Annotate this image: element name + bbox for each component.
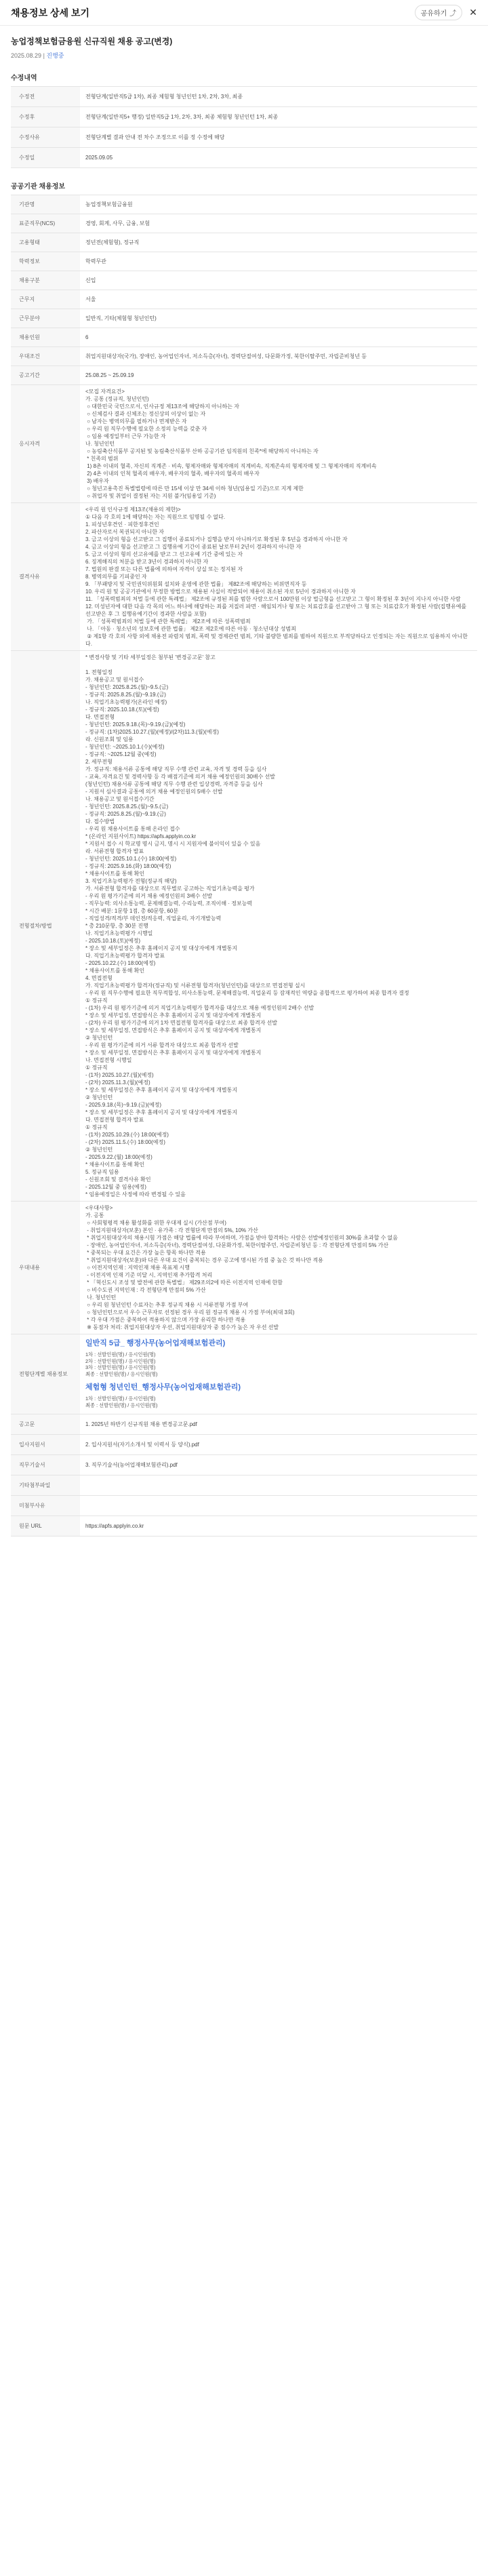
row-value: <우리 원 인사규정 제13조(채용의 제한)> ① 다음 각 호의 1에 해당하는 자는 직원으로 임명될 수 없다. 1. 피성년후견인 · 피한정후견인 2. 파산자로서 복권되지 아니한 자 3. 금고 이상의 형을 선고받고 그 집행이 종료되거나 집행을 받지 아니하기로 확정된 후 5년을 경과하지 아니한 자 4. 금고 이상의 형을 선고받고 그 집행유예 기간이 종료된 날로부터 2년이 경과하지 아니한 자 5. 금고 이상의 형의 선고유예를 받고 그 선고유예 기간 중에 있는 자 6. 징계해직의 처분을 받고 3년이 경과하지 아니한 자 7. 법원의 판결 또는 다른 법률에 의하여 자격이 상실 또는 정지된 자 8. 병역의무를 기피중인 자 9. 「부패방지 및 국민권익위원회 설치와 운영에 관한 법률」 제82조에 해당하는 비위면직자 등 10. 우리 원 및 공공기관에서 부정한 방법으로 채용된 사실이 적발되어 채용이 취소된 자로 5년이 경과하지 아니한 자 11. 「성폭력범죄의 처벌 등에 관한 특례법」 제2조에 규정된 죄를 범한 사람으로서 100만원 이상 벌금형을 선고받고 그 형이 확정된 후 3년이 지나지 아니한 사람 12. 미성년자에 대한 다음 각 목의 어느 하나에 해당하는 죄를 저질러 파면 · 해임되거나 형 또는 치료감호를 선고받아 그 형 또는 치료감호가 확정된 사람(집행유예를 선고받은 후 그 집행유예기간이 경과한 사람을 포함) 가. 「성폭력범죄의 처벌 등에 관한 특례법」 제2조에 따른 성폭력범죄 나. 「아동 · 청소년의 성보호에 관한 법률」 제2조 제2호에 따른 아동 · 청소년대상 성범죄 ② 제1항 각 호의 사항 외에 채용전 파렴치 범죄, 폭력 및 경제관련 범죄, 기타 불량한 범죄를 범하여 직원으로 부적당하다고 인정되는 자는 직원으로 임용하지 아니한다. [80,503,477,651]
post-date: 2025.08.29 [11,52,42,59]
row-label: 수정후 [11,107,80,127]
row-label: 우대내용 [11,1202,80,1334]
row-value [80,1475,477,1496]
row-value: 6 [80,328,477,347]
row-value: 전형단계(일반직5급 1차), 최종 체험형 청년인턴 1차, 2차, 3차, 최종 [80,87,477,107]
row-value: <모집 자격요건> 가. 공통 (정규직, 청년인턴) ○ 대한민국 국민으로서, 인사규정 제13조에 해당하지 아니하는 자 ○ 신체검사 결과 신체조는 정신상의 이상이 없는 자 ○ 남자는 병역의무를 필하거나 면제받은 자 ○ 우리 원 직무수행에 필요한 소정의 능력을 갖춘 자 ○ 임용 예정일부터 근무 가능한 자 나. 청년인턴 ○ 농림축산식품부 공지된 및 농림축산식품부 산하 공공기관 임직원의 친족*에 해당하지 아니하는 자 * 친족의 범위 1) 8촌 이내의 혈족, 자신의 직계존 · 비속, 형제자매와 형제자매의 직계비속, 직계존속의 형제자매 및 그 형제자매의 직계비속 2) 4촌 이내의 인척 혈족의 배우자, 배우자의 혈족, 배우자의 혈족의 배우자 3) 배우자 ○ 청년고용촉진 특별법령에 따른 만 15세 이상 만 34세 이하 청년(임용일 기준)으로 지계 제한 ○ 취업자 및 취업이 결정된 자는 지원 불가(임용일 기준) [80,385,477,503]
file-link[interactable]: 2. 입사지원서(자기소개서 및 이력서 등 양식).pdf [80,1435,477,1455]
status-badge: 진행중 [46,52,64,59]
row-label: 전형단계별 채용정보 [11,1334,80,1414]
position-link[interactable]: 체험형 청년인턴_행정사무(농어업재해보험관리) [85,1383,241,1391]
table-row [11,252,477,271]
row-label: 근무지 [11,290,80,309]
revision-section-title: 수정내역 [11,75,37,82]
share-label: 공유하기 [420,10,447,18]
revision-table [11,86,477,168]
row-value: 전형단계별 결과 안내 전 차수 조정으로 이를 정 수정에 해당 [80,127,477,148]
row-value: 전형단계(일반직5+ 행정) 일반직5급 1차, 2차, 3차, 최종 체험형 청년인턴 1차, 최종 [80,107,477,127]
row-label: 수정일 [11,148,80,168]
position-stages: 1차 : 선발인원(명) / 응시인원(명) 최종 : 선발인원(명) / 응시인원(명) [85,1395,158,1408]
row-label: 근무분야 [11,309,80,328]
row-value: 신입 [80,271,477,290]
row-label: 표준직무(NCS) [11,214,80,233]
job-info-table [11,195,477,1537]
row-label: 수정전 [11,87,80,107]
row-value [80,1334,477,1414]
row-label: 전형절차/방법 [11,651,80,1202]
row-label: 응시자격 [11,385,80,503]
table-row [11,148,477,168]
row-value: <우대사항> 가. 공통 ○ 사회형평적 채용 활성화를 위한 우대제 실시 (가산점 부여) - 취업지원대상자(보훈) 본인 · 유가족 : 각 전형단계 만점의 5%, 10% 가산 * 취업지원대상자의 채용시험 가점은 해당 법률에 따라 부여하며, 가점을 받아 합격하는 사람은 선발예정인원의 30%를 초과할 수 없음 - 장애인, 농어업인자녀, 저소득층(자녀), 경력단절여성, 다문화가정, 북한이탈주민, 자립준비청년 등 : 각 전형단계 만점의 5% 가산 * 중복되는 우대 요건은 가장 높은 항목 하나만 적용 * 취업지원대상자(보훈)와 다른 우대 요건이 중복되는 경우 공고에 명시된 가점 중 높은 것 하나만 적용 ○ 이전지역인재 : 지역인재 채용 목표제 시행 - 이전지역 인재 기준 미달 시, 지역인재 추가합격 처리 * 「혁신도시 조성 및 발전에 관한 특별법」 제29조의2에 따른 이전지역 인재에 한함 ○ 비수도권 지역인재 : 각 전형단계 만점의 5% 가산 나. 청년인턴 ○ 우리 원 청년인턴 수료자는 추후 정규직 채용 시 서류전형 가점 부여 ○ 청년인턴으로서 우수 근무자로 선정된 경우 우리 원 정규직 채용 시 가점 부여(최대 3회) * 각 우대 가점은 중복하여 적용하지 않으며 가장 유리한 하나만 적용 ※ 동점자 처리: 취업지원대상자 우선, 취업지원대상자 중 점수가 높은 자 우선 선발 [80,1202,477,1334]
main-section-title: 공공기관 채용정보 [11,183,66,191]
share-button[interactable] [415,5,463,20]
table-row [11,107,477,127]
row-value: 25.08.25 ~ 25.09.19 [80,366,477,385]
table-row [11,1455,477,1475]
row-value: 취업지원대상자(국가), 장애인, 농어업인자녀, 저소득층(자녀), 경력단절여성, 다문화가정, 북한이탈주민, 자립준비청년 등 [80,347,477,366]
file-link[interactable]: 1. 2025년 하반기 신규직원 채용 변경공고문.pdf [80,1414,477,1435]
row-label: 수정사유 [11,127,80,148]
row-label: 기관명 [11,195,80,214]
table-row [11,87,477,107]
table-row [11,651,477,1202]
table-row [11,195,477,214]
position-stages: 1차 : 선발인원(명) / 응시인원(명) 2차 : 선발인원(명) / 응시인원(명) 3차 : 선발인원(명) / 응시인원(명) 최종 : 선발인원(명) / 응시인원(명) [85,1351,158,1377]
post-title: 농업정책보험금융원 신규직원 채용 공고(변경) [11,37,173,46]
table-row [11,1435,477,1455]
source-url-link[interactable]: https://apfs.applyin.co.kr [80,1516,477,1537]
table-row [11,1496,477,1516]
table-row [11,347,477,366]
row-label: 미첨부사유 [11,1496,80,1516]
row-value: * 변경사항 및 기타 세부일정은 첨부된 '변경공고문' 참고 1. 전형일정 가. 채용공고 및 원서접수 - 청년인턴: 2025.8.25.(월)~9.5.(금) - 정규직: 2025.8.25.(월)~9.19.(금) 나. 직업기초능력평가(온라인 예정) - 정규직: 2025.10.18.(토)(예정) 다. 면접전형 - 청년인턴: 2025.9.18.(목)~9.19.(금)(예정) - 정규직: (1차)2025.10.27.(월)(예정)/(2차)11.3.(월)(예정) 라. 신원조회 및 임용 - 청년인턴: ~2025.10.1.(수)(예정) - 정규직: ~2025.12월 중(예정) 2. 세부전형 가. 정규직: 채용서류 공통에 해당 직무 수행 관련 교육, 자격 및 경력 등을 심사 - 교육, 자격요건 및 경력사항 등 각 배점기준에 의거 채용 예정인원의 30배수 선발 (청년인턴) 채용서류 공통에 해당 직무 수행 관련 입상경력, 자격증 등을 심사 - 지원서 심사결과 공통에 의거 채용 예정인원의 5배수 선발 나. 채용공고 및 원서접수기간 - 청년인턴: 2025.8.25.(월)~9.5.(금) - 정규직: 2025.8.25.(월)~9.19.(금) 다. 접수방법 - 우리 원 채용사이트를 통해 온라인 접수 * (온라인 지원사이트) https://apfs.applyin.co.kr * 지원서 접수 시 학교명 명시 금지, 명시 시 지원자에 불이익이 있을 수 있음 라. 서류전형 합격자 발표 - 청년인턴: 2025.10.1.(수) 18:00(예정) - 정규직: 2025.9.16.(화) 18:00(예정) * 채용사이트를 통해 확인 3. 직업기초능력평가 전형(정규직 해당) 가. 서류전형 합격자를 대상으로 직무별로 공고하는 직업기초능력을 평가 - 우리 원 평가기준에 의거 채용 예정인원의 3배수 선발 - 직무능력: 의사소통능력, 문제해결능력, 수리능력, 조직이해 · 정보능력 * 시간 배분: 1문항 1점, 총 60문항, 60분 - 직업성격/적격/부 데인전/적응력, 직업윤리, 자기개발능력 * 총 210문항, 총 30분 진행 나. 직업기초능력평가 시행일 - 2025.10.18.(토)(예정) * 장소 및 세부일정은 추후 홈페이지 공지 및 대상자에게 개별통지 다. 직업기초능력평가 합격자 발표 - 2025.10.22.(수) 18:00(예정) * 채용사이트를 통해 확인 4. 면접전형 가. 직업기초능력평가 합격자(정규직) 및 서류전형 합격자(청년인턴)를 대상으로 면접전형 실시 - 우리 원 직무수행에 필요한 직무적합성, 의사소통능력, 문제해결능력, 직업윤리 등 잠재적인 역량을 종합적으로 평가하여 최종 합격자 결정 ① 정규직 - (1차) 우리 원 평가기준에 의거 직업기초능력평가 합격자를 대상으로 채용 예정인원의 2배수 선발 * 장소 및 세부일정, 면접방식은 추후 홈페이지 공지 및 대상자에게 개별통지 - (2차) 우리 원 평가기준에 의거 1차 면접전형 합격자를 대상으로 최종 합격자 선발 * 장소 및 세부일정, 면접방식은 추후 홈페이지 공지 및 대상자에게 개별통지 ② 청년인턴 - 우리 원 평가기준에 의거 서류 합격자 대상으로 최종 합격자 선발 * 장소 및 세부일정, 면접방식은 추후 홈페이지 공지 및 대상자에게 개별통지 나. 면접전형 시행일 ① 정규직 - (1차) 2025.10.27.(월)(예정) - (2차) 2025.11.3.(월)(예정) * 장소 및 세부일정은 추후 홈페이지 공지 및 대상자에게 개별통지 ② 청년인턴 - 2025.9.18.(목)~9.19.(금)(예정) * 장소 및 세부일정은 추후 홈페이지 공지 및 대상자에게 개별통지 다. 면접전형 합격자 발표 ① 정규직 - (1차) 2025.10.29.(수) 18:00(예정) - (2차) 2025.11.5.(수) 18:00(예정) ② 청년인턴 - 2025.9.22.(월) 18:00(예정) * 채용사이트를 통해 확인 5. 정규직 임용 - 신원조회 및 결격사유 확인 - 2025.12월 중 임용(예정) * 임용예정일은 사정에 따라 변경될 수 있음 [80,651,477,1202]
table-row [11,309,477,328]
table-row [11,1475,477,1496]
table-row [11,271,477,290]
row-label: 직무기술서 [11,1455,80,1475]
row-value: 서울 [80,290,477,309]
top-bar [0,0,488,26]
row-label: 공고문 [11,1414,80,1435]
table-row [11,1202,477,1334]
close-icon[interactable]: ✕ [469,7,477,18]
position-link[interactable]: 일반직 5급_ 행정사무(농어업재해보험관리) [85,1339,226,1347]
row-label: 공고기간 [11,366,80,385]
header-actions [415,5,477,20]
row-value: 경영, 회계, 사무, 금융, 보험 [80,214,477,233]
row-label: 채용인원 [11,328,80,347]
post-meta: 2025.08.29 | 진행중 [11,52,64,59]
row-label: 고용형태 [11,233,80,252]
row-value [80,1496,477,1516]
file-link[interactable]: 3. 직무기술서(농어업재해보험관리).pdf [80,1455,477,1475]
row-value: 학력무관 [80,252,477,271]
table-row [11,127,477,148]
row-value: 농업정책보험금융원 [80,195,477,214]
table-row [11,366,477,385]
row-value: 일반직, 기타(체험형 청년인턴) [80,309,477,328]
row-label: 입사지원서 [11,1435,80,1455]
page-title: 채용정보 상세 보기 [11,7,89,18]
table-row [11,214,477,233]
row-label: 결격사유 [11,503,80,651]
row-value: 2025.09.05 [80,148,477,168]
row-label: 채용구분 [11,271,80,290]
table-row [11,385,477,503]
table-row [11,1414,477,1435]
row-label: 기타첨부파일 [11,1475,80,1496]
row-label: 우대조건 [11,347,80,366]
post-header [0,26,488,60]
table-row [11,328,477,347]
table-row [11,233,477,252]
table-row [11,503,477,651]
share-icon: ⤴ [449,10,457,18]
row-label: 학력정보 [11,252,80,271]
table-row [11,1334,477,1414]
table-row [11,290,477,309]
row-value: 정년전(체험형), 정규직 [80,233,477,252]
row-label: 원문 URL [11,1516,80,1537]
table-row [11,1516,477,1537]
